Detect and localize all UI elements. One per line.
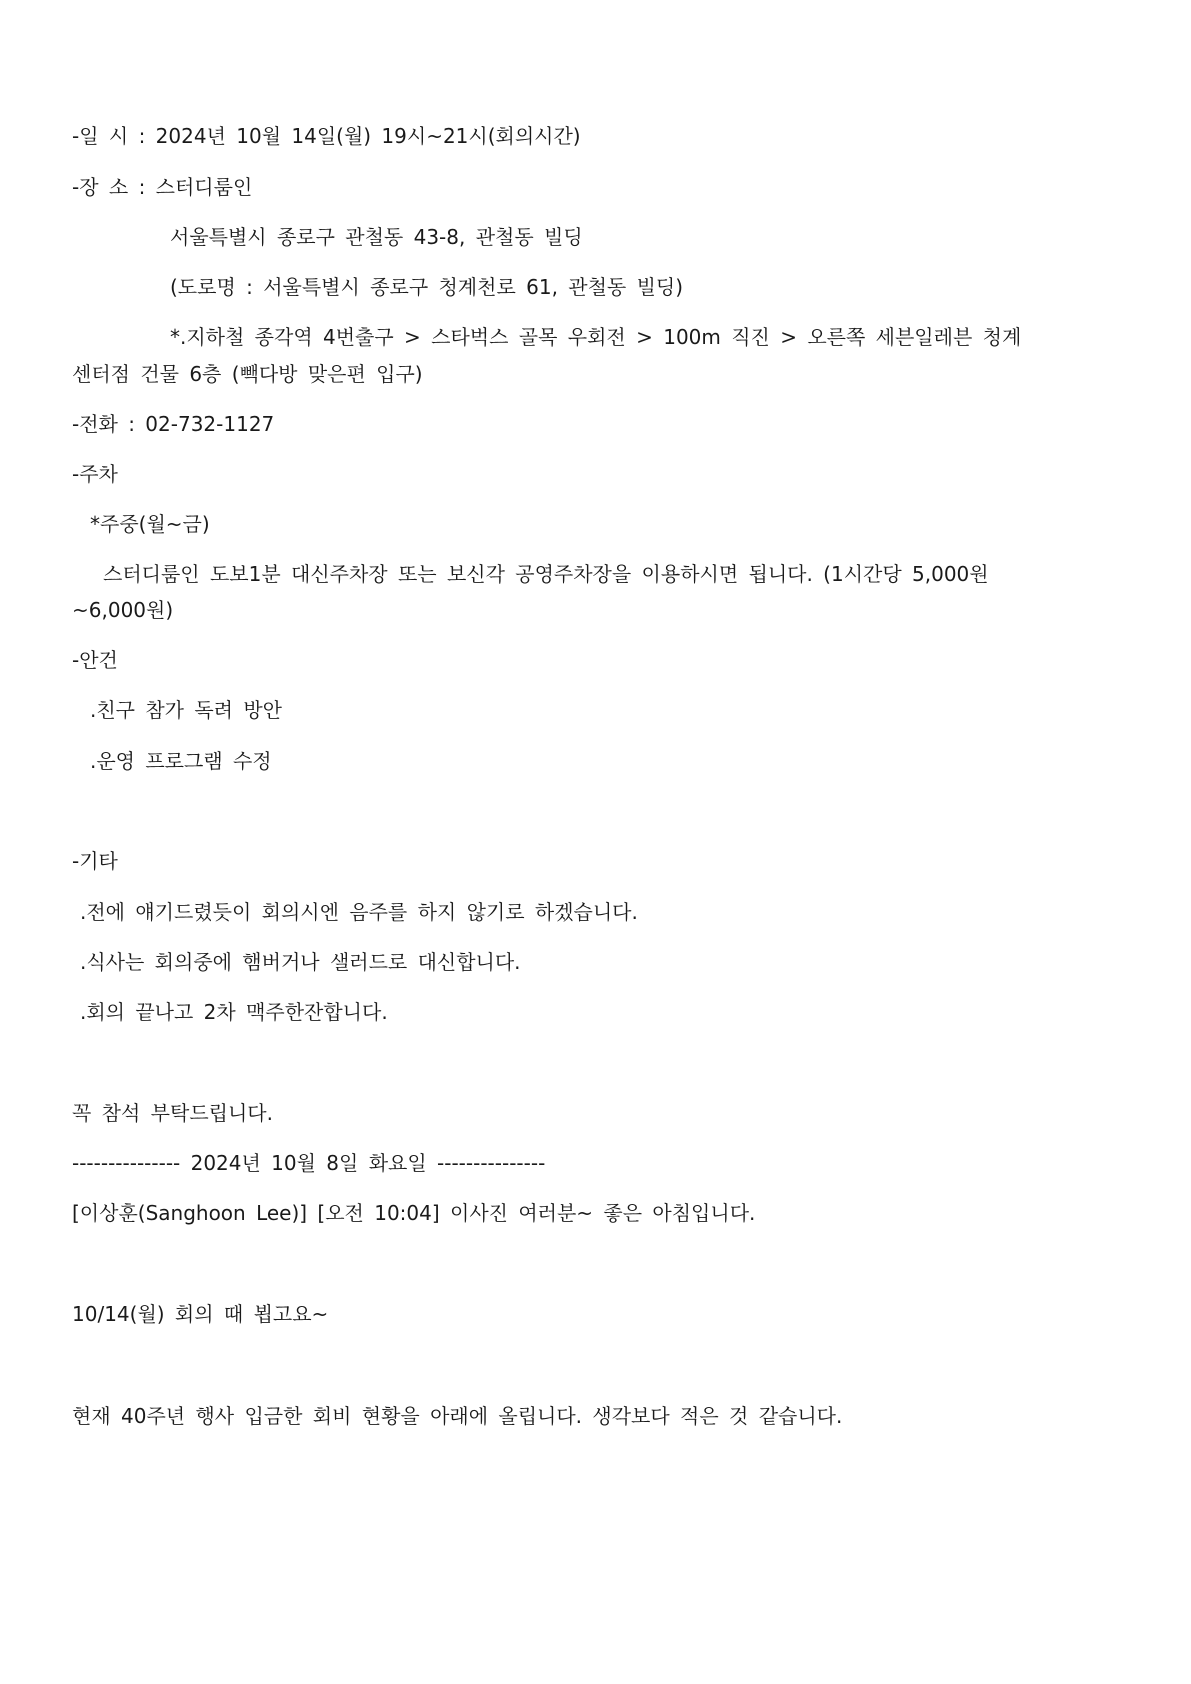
meeting-place: -장 소 : 스터디룸인: [72, 175, 253, 199]
parking-weekday: *주중(월~금): [90, 512, 210, 536]
parking-info-line-2: ~6,000원): [72, 598, 174, 622]
agenda-item: .운영 프로그램 수정: [90, 749, 272, 773]
meeting-directions-line-1: *.지하철 종각역 4번출구 > 스타벅스 골목 우회전 > 100m 직진 > 오른쪽 세븐일레븐 청계: [170, 325, 1022, 349]
misc-item: .전에 얘기드렸듯이 회의시엔 음주를 하지 않기로 하겠습니다.: [80, 900, 638, 924]
misc-item: .회의 끝나고 2차 맥주한잔합니다.: [80, 1000, 388, 1024]
meeting-datetime: -일 시 : 2024년 10월 14일(월) 19시~21시(회의시간): [72, 124, 581, 148]
agenda-heading: -안건: [72, 648, 118, 672]
chat-message-line: 현재 40주년 행사 입금한 회비 현황을 아래에 올립니다. 생각보다 적은 것 같습니다.: [72, 1404, 843, 1428]
misc-heading: -기타: [72, 849, 118, 873]
chat-message-line: 10/14(월) 회의 때 뵙고요~: [72, 1302, 329, 1326]
parking-info-line-1: 스터디룸인 도보1분 대신주차장 또는 보신각 공영주차장을 이용하시면 됩니다. (1시간당 5,000원: [103, 562, 989, 586]
chat-date-separator: --------------- 2024년 10월 8일 화요일 ---------------: [72, 1151, 546, 1175]
parking-heading: -주차: [72, 462, 118, 486]
closing-request: 꼭 참석 부탁드립니다.: [72, 1101, 273, 1125]
meeting-phone: -전화 : 02-732-1127: [72, 412, 275, 436]
misc-item: .식사는 회의중에 햄버거나 샐러드로 대신합니다.: [80, 950, 521, 974]
meeting-address: 서울특별시 종로구 관철동 43-8, 관철동 빌딩: [170, 225, 583, 249]
agenda-item: .친구 참가 독려 방안: [90, 698, 282, 722]
meeting-directions-line-2: 센터점 건물 6층 (빽다방 맞은편 입구): [72, 362, 423, 386]
chat-message-header: [이상훈(Sanghoon Lee)] [오전 10:04] 이사진 여러분~ 좋은 아침입니다.: [72, 1201, 756, 1225]
meeting-road-address: (도로명 : 서울특별시 종로구 청계천로 61, 관철동 빌딩): [170, 275, 684, 299]
